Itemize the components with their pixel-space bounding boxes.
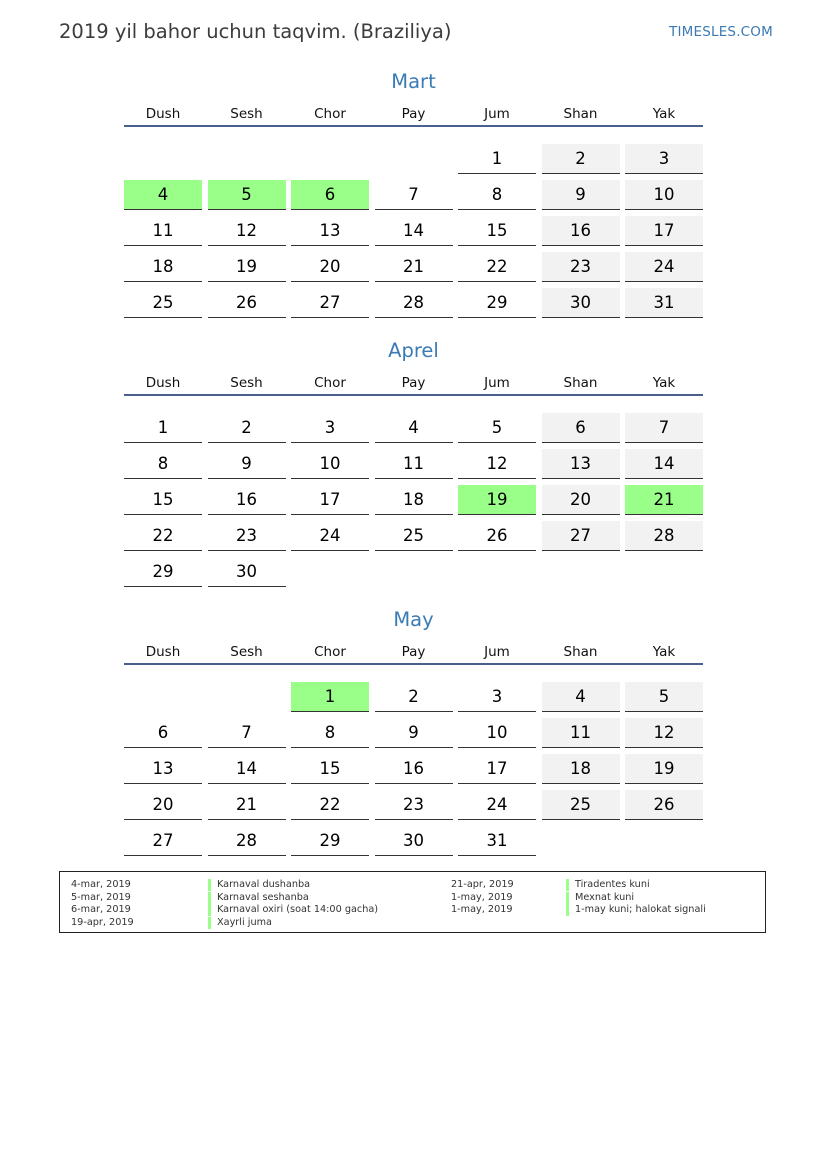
day-cell: 27 xyxy=(124,826,202,856)
day-cell: 31 xyxy=(625,288,703,318)
header-divider xyxy=(124,125,703,127)
day-cell: 20 xyxy=(291,252,369,282)
legend-date: 5-mar, 2019 xyxy=(71,891,131,903)
day-cell: 19 xyxy=(208,252,286,282)
weekday-header: Sesh xyxy=(230,375,263,391)
day-cell: 6 xyxy=(542,413,620,443)
day-cell: 16 xyxy=(375,754,453,784)
legend-date: 1-may, 2019 xyxy=(451,904,513,915)
day-cell: 4 xyxy=(542,682,620,712)
legend-holiday-name: Tiradentes kuni xyxy=(566,879,650,891)
day-cell: 27 xyxy=(542,521,620,551)
day-cell: 25 xyxy=(124,288,202,318)
day-cell: 25 xyxy=(375,521,453,551)
weekday-header: Jum xyxy=(484,375,510,391)
day-cell: 5 xyxy=(625,682,703,712)
day-cell: 8 xyxy=(124,449,202,479)
day-cell: 24 xyxy=(625,252,703,282)
weekday-header: Shan xyxy=(563,375,598,391)
day-cell: 11 xyxy=(124,216,202,246)
holiday-day-cell: 5 xyxy=(208,180,286,210)
day-cell: 15 xyxy=(124,485,202,515)
day-cell: 7 xyxy=(375,180,453,210)
day-cell: 10 xyxy=(458,718,536,748)
day-cell: 14 xyxy=(375,216,453,246)
day-cell: 16 xyxy=(208,485,286,515)
day-cell: 8 xyxy=(291,718,369,748)
day-cell: 26 xyxy=(625,790,703,820)
day-cell: 5 xyxy=(458,413,536,443)
day-cell: 23 xyxy=(375,790,453,820)
day-cell: 1 xyxy=(458,144,536,174)
legend-date: 4-mar, 2019 xyxy=(71,879,131,890)
day-cell: 4 xyxy=(375,413,453,443)
day-cell: 29 xyxy=(124,557,202,587)
weekday-header: Yak xyxy=(652,375,676,391)
day-cell: 30 xyxy=(542,288,620,318)
day-cell: 12 xyxy=(625,718,703,748)
legend-date: 6-mar, 2019 xyxy=(71,904,131,915)
day-cell: 12 xyxy=(208,216,286,246)
legend-date: 21-apr, 2019 xyxy=(451,879,514,890)
day-cell: 24 xyxy=(291,521,369,551)
month-name: Aprel xyxy=(388,339,439,362)
legend-holiday-name: Karnaval dushanba xyxy=(208,879,310,891)
weekday-header: Sesh xyxy=(230,644,263,660)
day-cell: 9 xyxy=(375,718,453,748)
day-cell: 23 xyxy=(208,521,286,551)
day-cell: 16 xyxy=(542,216,620,246)
legend-date: 19-apr, 2019 xyxy=(71,916,134,928)
day-cell: 30 xyxy=(375,826,453,856)
day-cell: 11 xyxy=(375,449,453,479)
weekday-header: Sesh xyxy=(230,106,263,122)
holiday-day-cell: 6 xyxy=(291,180,369,210)
legend-holiday-name: Xayrli juma xyxy=(208,917,272,929)
page-title: 2019 yil bahor uchun taqvim. (Braziliya) xyxy=(59,20,452,43)
day-cell: 29 xyxy=(458,288,536,318)
holiday-legend xyxy=(59,871,766,933)
day-cell: 1 xyxy=(124,413,202,443)
legend-holiday-name: Mexnat kuni xyxy=(566,892,634,904)
holiday-day-cell: 21 xyxy=(625,485,703,515)
weekday-header: Jum xyxy=(484,644,510,660)
weekday-header: Pay xyxy=(401,644,426,660)
day-cell: 15 xyxy=(458,216,536,246)
holiday-day-cell: 19 xyxy=(458,485,536,515)
day-cell: 28 xyxy=(208,826,286,856)
day-cell: 12 xyxy=(458,449,536,479)
day-cell: 9 xyxy=(208,449,286,479)
legend-holiday-name: Karnaval seshanba xyxy=(208,892,309,904)
weekday-header: Jum xyxy=(484,106,510,122)
weekday-header: Yak xyxy=(652,644,676,660)
day-cell: 3 xyxy=(291,413,369,443)
day-cell: 28 xyxy=(375,288,453,318)
day-cell: 22 xyxy=(124,521,202,551)
day-cell: 14 xyxy=(208,754,286,784)
day-cell: 17 xyxy=(458,754,536,784)
day-cell: 23 xyxy=(542,252,620,282)
weekday-header: Chor xyxy=(314,106,346,122)
month-name: Mart xyxy=(391,70,436,93)
weekday-header: Chor xyxy=(314,644,346,660)
day-cell: 20 xyxy=(124,790,202,820)
day-cell: 15 xyxy=(291,754,369,784)
weekday-header: Shan xyxy=(563,106,598,122)
brand-link[interactable]: TIMESLES.COM xyxy=(669,24,773,40)
holiday-day-cell: 4 xyxy=(124,180,202,210)
legend-holiday-name: Karnaval oxiri (soat 14:00 gacha) xyxy=(208,904,378,916)
month-name: May xyxy=(393,608,434,631)
day-cell: 28 xyxy=(625,521,703,551)
day-cell: 7 xyxy=(625,413,703,443)
day-cell: 25 xyxy=(542,790,620,820)
day-cell: 22 xyxy=(291,790,369,820)
day-cell: 17 xyxy=(625,216,703,246)
weekday-header: Pay xyxy=(401,375,426,391)
day-cell: 18 xyxy=(542,754,620,784)
day-cell: 19 xyxy=(625,754,703,784)
weekday-header: Pay xyxy=(401,106,426,122)
day-cell: 2 xyxy=(208,413,286,443)
day-cell: 13 xyxy=(291,216,369,246)
day-cell: 3 xyxy=(458,682,536,712)
day-cell: 7 xyxy=(208,718,286,748)
header-divider xyxy=(124,663,703,665)
day-cell: 22 xyxy=(458,252,536,282)
weekday-header: Dush xyxy=(145,106,181,122)
day-cell: 9 xyxy=(542,180,620,210)
day-cell: 17 xyxy=(291,485,369,515)
weekday-header: Dush xyxy=(145,644,181,660)
day-cell: 30 xyxy=(208,557,286,587)
day-cell: 26 xyxy=(208,288,286,318)
day-cell: 6 xyxy=(124,718,202,748)
day-cell: 13 xyxy=(542,449,620,479)
header-divider xyxy=(124,394,703,396)
weekday-header: Yak xyxy=(652,106,676,122)
weekday-header: Shan xyxy=(563,644,598,660)
legend-holiday-name: 1-may kuni; halokat signali xyxy=(566,904,706,916)
holiday-day-cell: 1 xyxy=(291,682,369,712)
day-cell: 27 xyxy=(291,288,369,318)
day-cell: 21 xyxy=(375,252,453,282)
day-cell: 18 xyxy=(124,252,202,282)
day-cell: 18 xyxy=(375,485,453,515)
day-cell: 3 xyxy=(625,144,703,174)
weekday-header: Dush xyxy=(145,375,181,391)
day-cell: 31 xyxy=(458,826,536,856)
day-cell: 29 xyxy=(291,826,369,856)
day-cell: 10 xyxy=(625,180,703,210)
day-cell: 13 xyxy=(124,754,202,784)
day-cell: 24 xyxy=(458,790,536,820)
weekday-header: Chor xyxy=(314,375,346,391)
day-cell: 10 xyxy=(291,449,369,479)
day-cell: 11 xyxy=(542,718,620,748)
legend-date: 1-may, 2019 xyxy=(451,891,513,903)
day-cell: 20 xyxy=(542,485,620,515)
day-cell: 8 xyxy=(458,180,536,210)
day-cell: 2 xyxy=(542,144,620,174)
day-cell: 2 xyxy=(375,682,453,712)
day-cell: 21 xyxy=(208,790,286,820)
day-cell: 26 xyxy=(458,521,536,551)
day-cell: 14 xyxy=(625,449,703,479)
